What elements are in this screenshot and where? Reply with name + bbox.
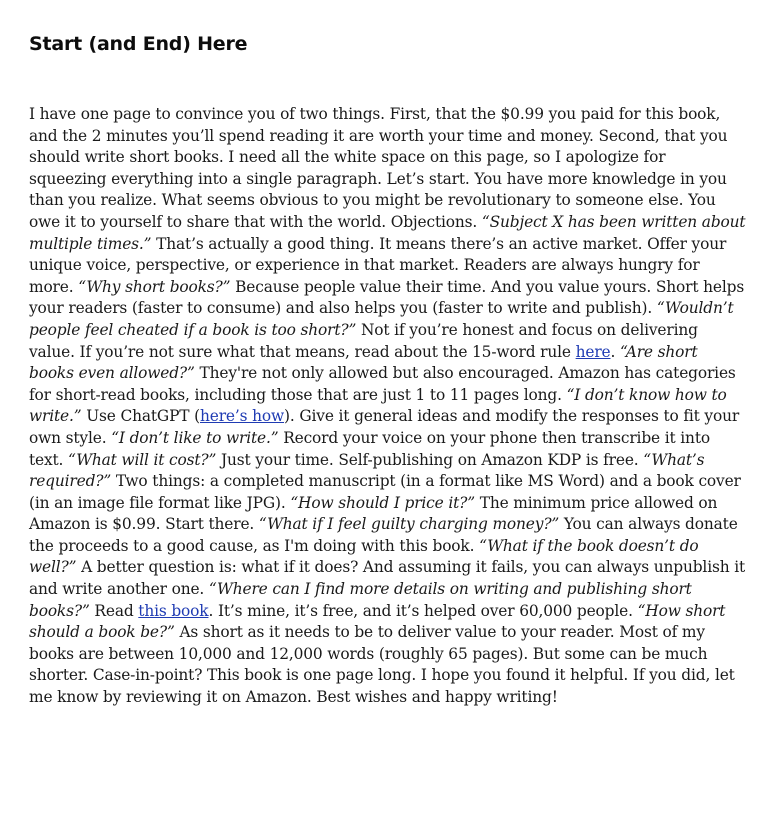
paragraph-text: Not if you’re honest and focus on delivering value. If you’re not sure what that means, read about the 15-word rule — [29, 320, 698, 361]
quoted-objection: “How should I price it?” — [290, 493, 475, 512]
quoted-objection: “Where can I find more details on writing and publishing short books?” — [29, 580, 692, 620]
link-15-word-rule[interactable]: here — [575, 342, 611, 361]
quoted-objection: “What will it cost?” — [68, 450, 217, 469]
quoted-objection: “Are short books even allowed?” — [29, 342, 698, 383]
paragraph-text: Record your voice on your phone then transcribe it into text. — [29, 428, 710, 469]
paragraph-text: . — [610, 342, 620, 361]
paragraph-text: . It’s mine, it’s free, and it’s helped over 60,000 people. — [208, 601, 638, 620]
paragraph-text: The minimum price allowed on Amazon is $0.99. Start there. — [29, 493, 718, 534]
quoted-objection: “Subject X has been written about multiple times.” — [29, 212, 746, 253]
quoted-objection: “How short should a book be?” — [29, 601, 726, 642]
quoted-objection: “What’s required?” — [29, 450, 705, 491]
link-this-book[interactable]: this book — [138, 601, 209, 620]
quoted-objection: “What if I feel guilty charging money?” — [258, 515, 560, 534]
paragraph-text: Because people value their time. And you value yours. Short helps your readers (faster to consume) and also helps you (faster to write and publish). — [29, 277, 745, 318]
paragraph-text: They're not only allowed but also encouraged. Amazon has categories for short-read books, including those that are just 1 to 11 pages long. — [29, 364, 736, 404]
paragraph-text: Read — [89, 601, 139, 620]
paragraph-text: You can always donate the proceeds to a good cause, as I'm doing with this book. — [29, 515, 738, 555]
paragraph-text: Two things: a completed manuscript (in a format like MS Word) and a book cover (in an image file format like JPG). — [29, 472, 741, 512]
paragraph-text: That’s actually a good thing. It means there’s an active market. Offer your unique voice, perspective, or experience in that market. Readers are always hungry for more. — [29, 234, 727, 296]
quoted-objection: “I don’t know how to write.” — [29, 385, 727, 426]
body-paragraph — [29, 104, 747, 709]
quoted-objection: “I don’t like to write.” — [111, 428, 279, 447]
quoted-objection: “Wouldn’t people feel cheated if a book is too short?” — [29, 299, 734, 339]
paragraph-text: A better question is: what if it does? And assuming it fails, you can always unpublish it and write another one. — [29, 558, 746, 599]
paragraph-text: I have one page to convince you of two things. First, that the $0.99 you paid for this book, and the 2 minutes you’ll spend reading it are worth your time and money. Second, that you should write short books. I need all the white space on this page, so I apologize for squeezing everything into a single paragraph. Let’s start. You have more knowledge in you than you realize. What seems obvious to you might be revolutionary to someone else. You owe it to yourself to share that with the world. Objections. — [29, 105, 728, 231]
quoted-objection: “What if the book doesn’t do well?” — [29, 536, 699, 577]
quoted-objection: “Why short books?” — [78, 277, 231, 296]
page-title: Start (and End) Here — [29, 33, 248, 55]
paragraph-text: ). Give it general ideas and modify the responses to fit your own style. — [29, 407, 740, 447]
link-chatgpt-how[interactable]: here’s how — [200, 407, 285, 426]
paragraph-text: Just your time. Self-publishing on Amazon KDP is free. — [216, 450, 644, 469]
paragraph-text: As short as it needs to be to deliver value to your reader. Most of my books are between 10,000 and 12,000 words (roughly 65 pages). But some can be much shorter. Case-in-point? This book is one page long. I hope you found it helpful. If you did, let me know by reviewing it on Amazon. Best wishes and happy writing! — [29, 623, 735, 707]
paragraph-text: Use ChatGPT ( — [81, 407, 200, 426]
